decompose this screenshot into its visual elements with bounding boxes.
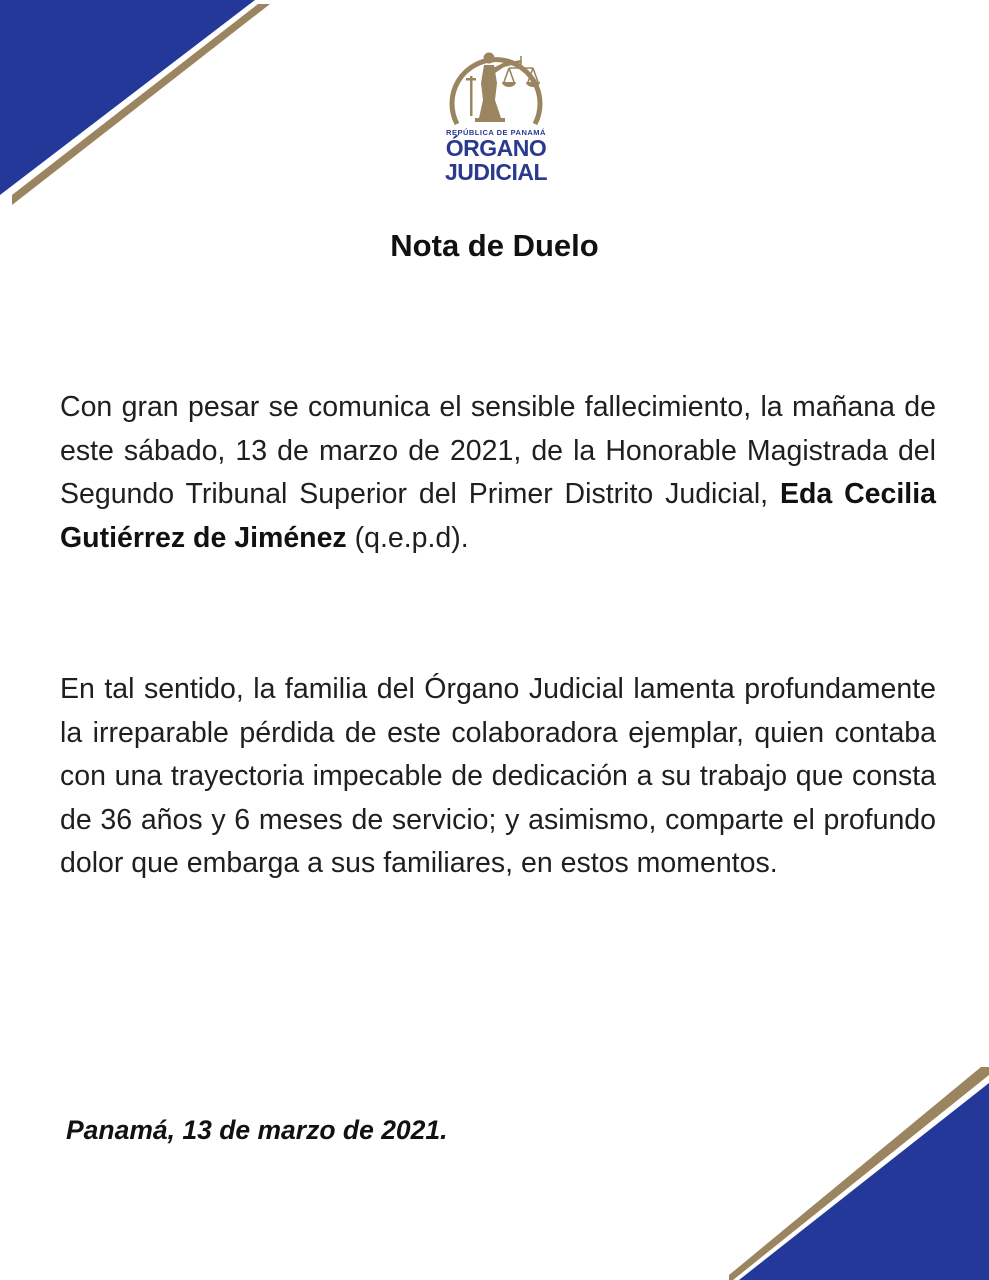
deceased-name: Eda Cecilia Gutiérrez de Jiménez — [60, 478, 936, 554]
corner-decoration-bottom-right — [729, 1065, 989, 1280]
justice-scales-icon — [437, 38, 555, 130]
paragraph-announcement-after: (q.e.p.d). — [346, 521, 469, 554]
paragraph-announcement-before: Con gran pesar se comunica el sensible fallecimiento, la mañana de este sábado, 13 de marzo de 2021, de la Honorable Magistrada del Segundo Tribunal Superior del Primer Distrito Judicial, — [60, 391, 936, 510]
paragraph-announcement — [60, 386, 936, 560]
place-date-signature: Panamá, 13 de marzo de 2021. — [66, 1115, 448, 1145]
corner-decoration-top-left — [0, 0, 270, 210]
organo-judicial-logo — [437, 38, 555, 188]
paragraph-condolence: En tal sentido, la familia del Órgano Judicial lamenta profundamente la irreparable pérdida de este colaboradora ejemplar, quien contaba con una trayectoria impecable de dedicación a su trabajo que consta de 36 años y 6 meses de servicio; y asimismo, comparte el profundo dolor que embarga a sus familiares, en estos momentos. — [60, 673, 936, 879]
logo-country-text: REPÚBLICA DE PANAMÁ — [446, 128, 546, 137]
logo-name-line2: JUDICIAL — [444, 159, 548, 185]
page-title: Nota de Duelo — [390, 228, 599, 263]
logo-name-line1: ÓRGANO — [445, 135, 547, 161]
